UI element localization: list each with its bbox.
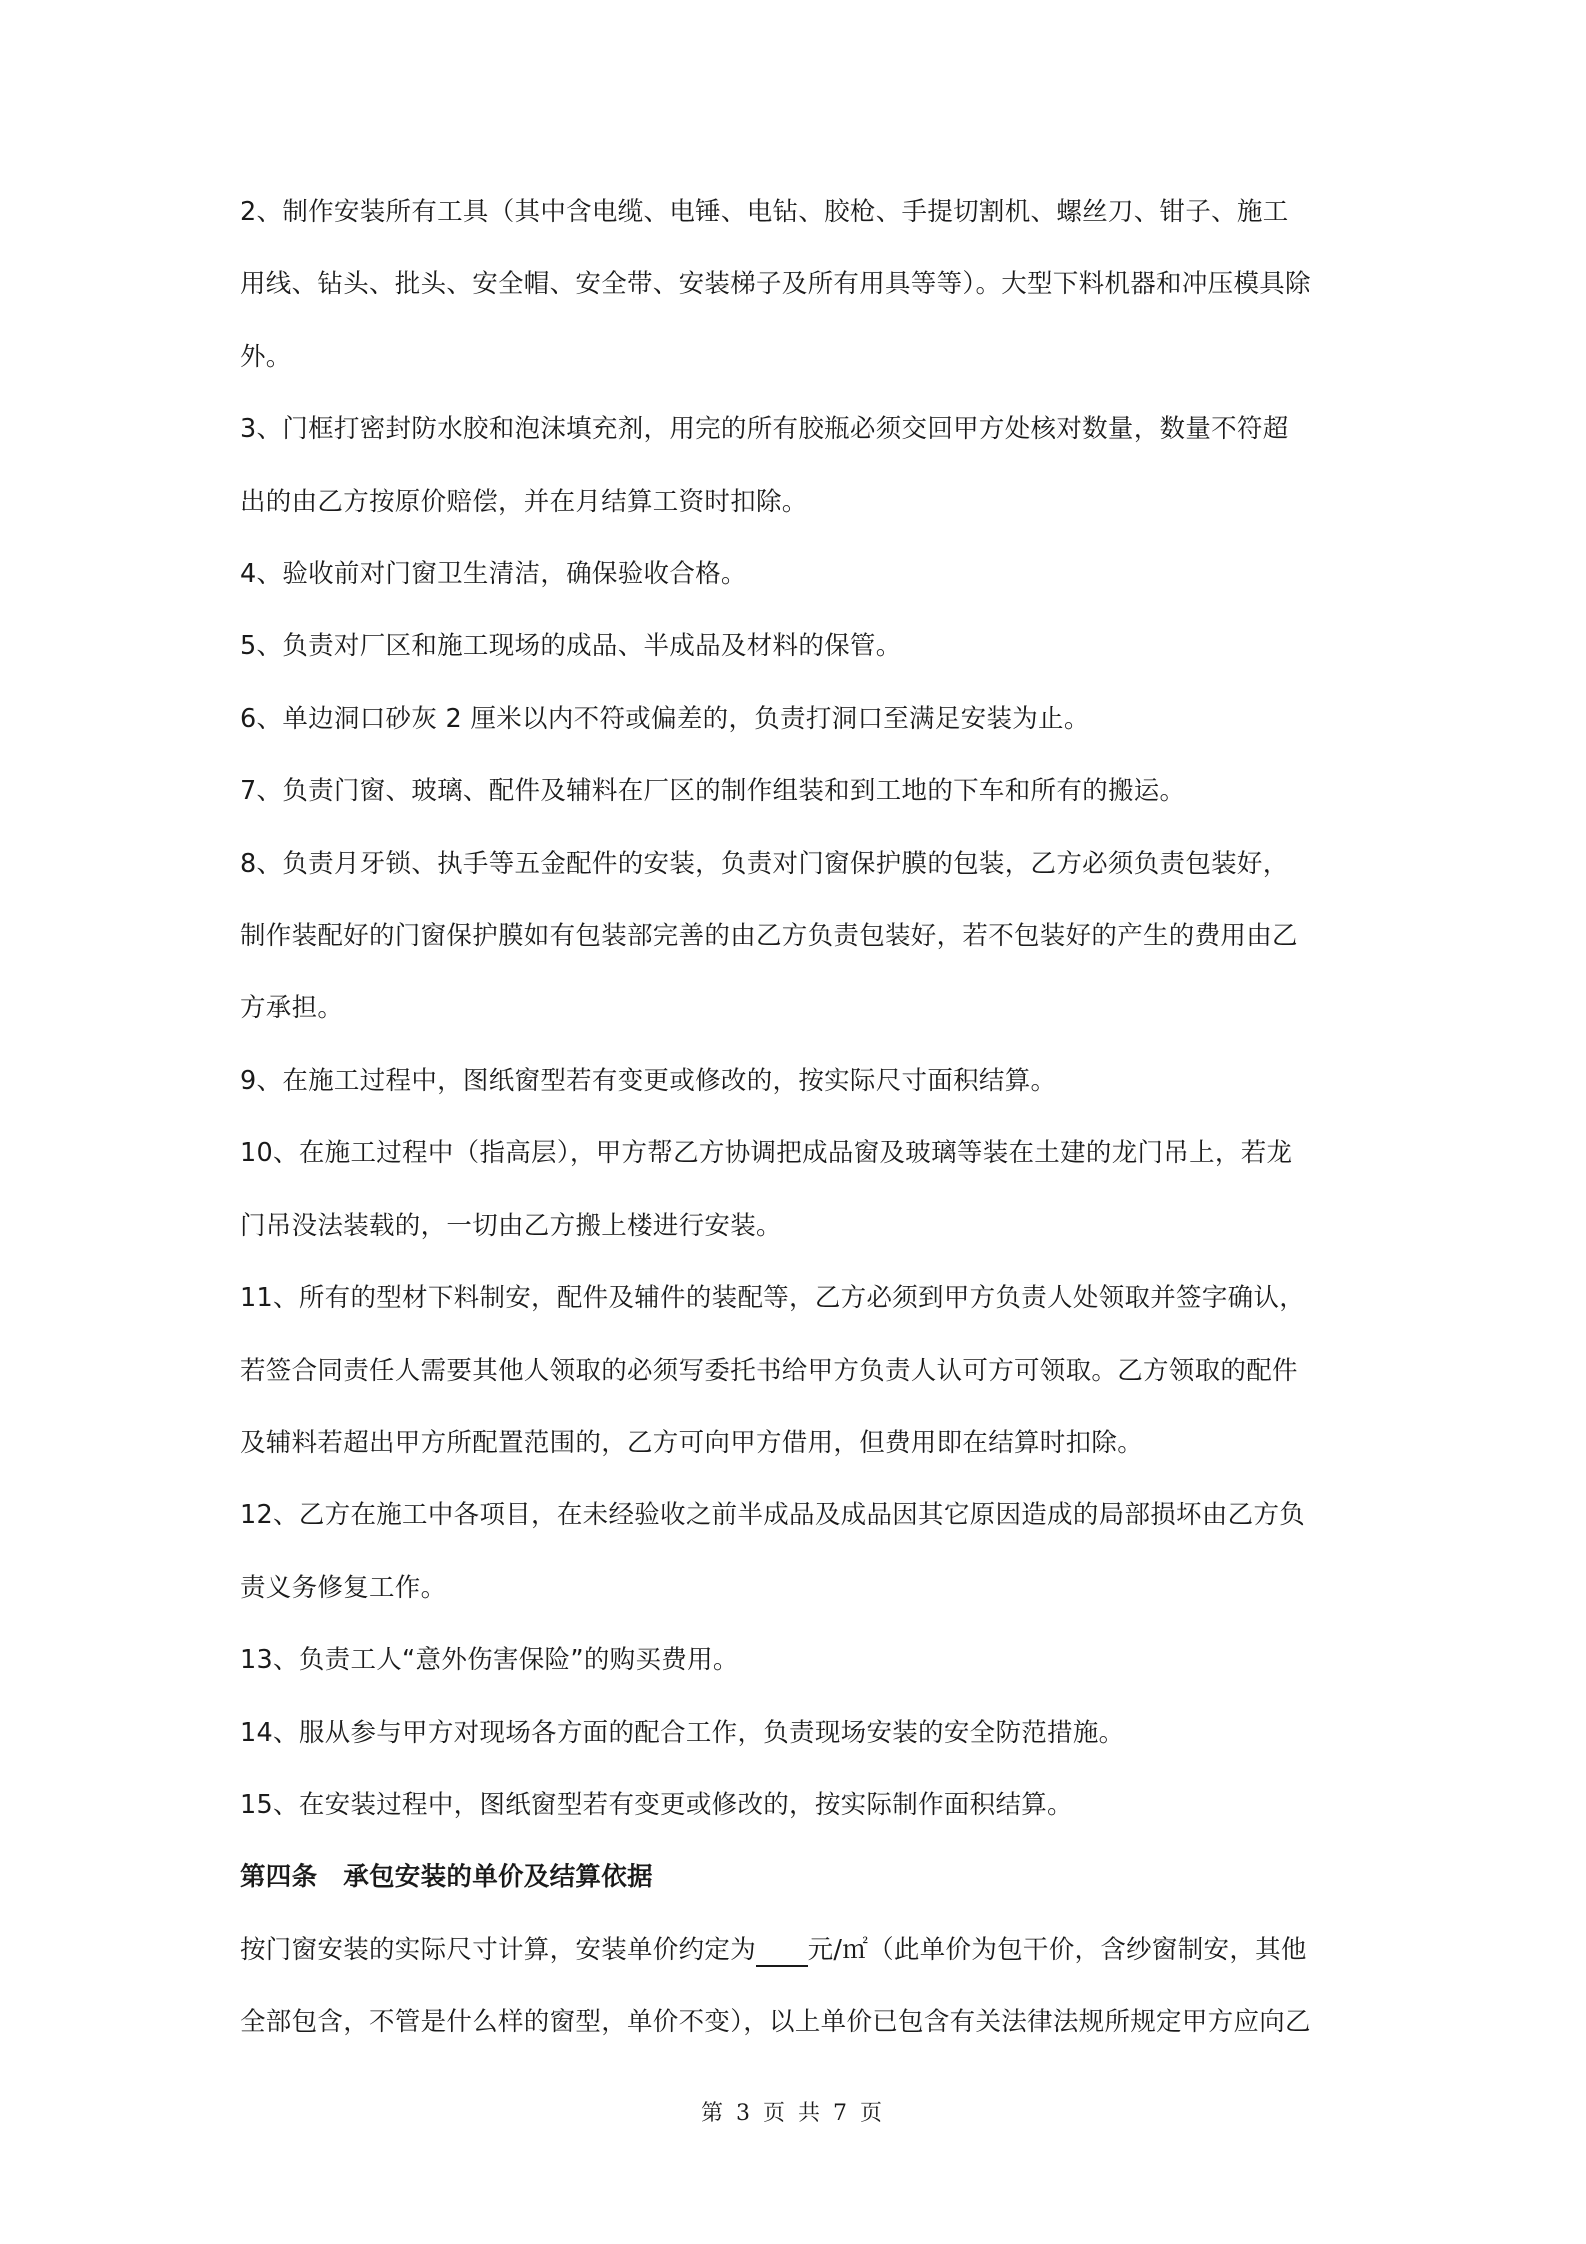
text-line: 9、在施工过程中，图纸窗型若有变更或修改的，按实际尺寸面积结算。	[240, 1065, 1057, 1096]
continuation-lines	[240, 1986, 1355, 2058]
text-line: 责义务修复工作。	[240, 1572, 447, 1603]
text-line: 用线、钻头、批头、安全帽、安全带、安装梯子及所有用具等等）。大型下料机器和冲压模具除	[240, 269, 1311, 300]
text-line: 7、负责门窗、玻璃、配件及辅料在厂区的制作组装和到工地的下车和所有的搬运。	[240, 776, 1186, 807]
text-line: 全部包含，不管是什么样的窗型，单价不变），以上单价已包含有关法律法规所规定甲方应向乙	[240, 2007, 1311, 2038]
price-text-after: 元/㎡（此单价为包干价，含纱窗制安，其他	[807, 1934, 1307, 1965]
text-line: 3、门框打密封防水胶和泡沫填充剂，用完的所有胶瓶必须交回甲方处核对数量，数量不符超	[240, 414, 1289, 445]
text-line: 外。	[240, 341, 292, 372]
text-line: 10、在施工过程中（指高层），甲方帮乙方协调把成品窗及玻璃等装在土建的龙门吊上，若龙	[240, 1138, 1293, 1169]
section-heading: 第四条 承包安装的单价及结算依据	[240, 1862, 653, 1893]
text-line: 若签合同责任人需要其他人领取的必须写委托书给甲方负责人认可方可领取。乙方领取的配件	[240, 1355, 1298, 1386]
text-line: 5、负责对厂区和施工现场的成品、半成品及材料的保管。	[240, 631, 902, 662]
text-line: 12、乙方在施工中各项目，在未经验收之前半成品及成品因其它原因造成的局部损坏由乙方负	[240, 1500, 1306, 1531]
text-line: 制作装配好的门窗保护膜如有包装部完善的由乙方负责包装好，若不包装好的产生的费用由乙	[240, 921, 1298, 952]
price-clause	[240, 1914, 1355, 1986]
text-line: 4、验收前对门窗卫生清洁，确保验收合格。	[240, 559, 747, 590]
text-line: 出的由乙方按原价赔偿，并在月结算工资时扣除。	[240, 486, 808, 517]
text-line: 方承担。	[240, 993, 344, 1024]
text-line: 8、负责月牙锁、执手等五金配件的安装，负责对门窗保护膜的包装，乙方必须负责包装好，	[240, 848, 1289, 879]
clause-list	[240, 176, 1355, 1841]
text-line: 及辅料若超出甲方所配置范围的，乙方可向甲方借用，但费用即在结算时扣除。	[240, 1427, 1144, 1458]
text-line: 13、负责工人“意外伤害保险”的购买费用。	[240, 1645, 739, 1676]
text-line: 6、单边洞口砂灰 2 厘米以内不符或偏差的，负责打洞口至满足安装为止。	[240, 703, 1090, 734]
text-line: 15、在安装过程中，图纸窗型若有变更或修改的，按实际制作面积结算。	[240, 1789, 1073, 1820]
text-line: 11、所有的型材下料制安，配件及辅件的装配等，乙方必须到甲方负责人处领取并签字确认，	[240, 1283, 1306, 1314]
price-text-before: 按门窗安装的实际尺寸计算，安装单价约定为	[240, 1934, 757, 1965]
page-number: 第 3 页 共 7 页	[701, 2101, 885, 2126]
text-line: 门吊没法装载的，一切由乙方搬上楼进行安装。	[240, 1210, 782, 1241]
document-body	[240, 176, 1355, 2059]
price-blank	[756, 1939, 808, 1967]
text-line: 14、服从参与甲方对现场各方面的配合工作，负责现场安装的安全防范措施。	[240, 1717, 1125, 1748]
text-line: 2、制作安装所有工具（其中含电缆、电锤、电钻、胶枪、手提切割机、螺丝刀、钳子、施工	[240, 197, 1289, 227]
